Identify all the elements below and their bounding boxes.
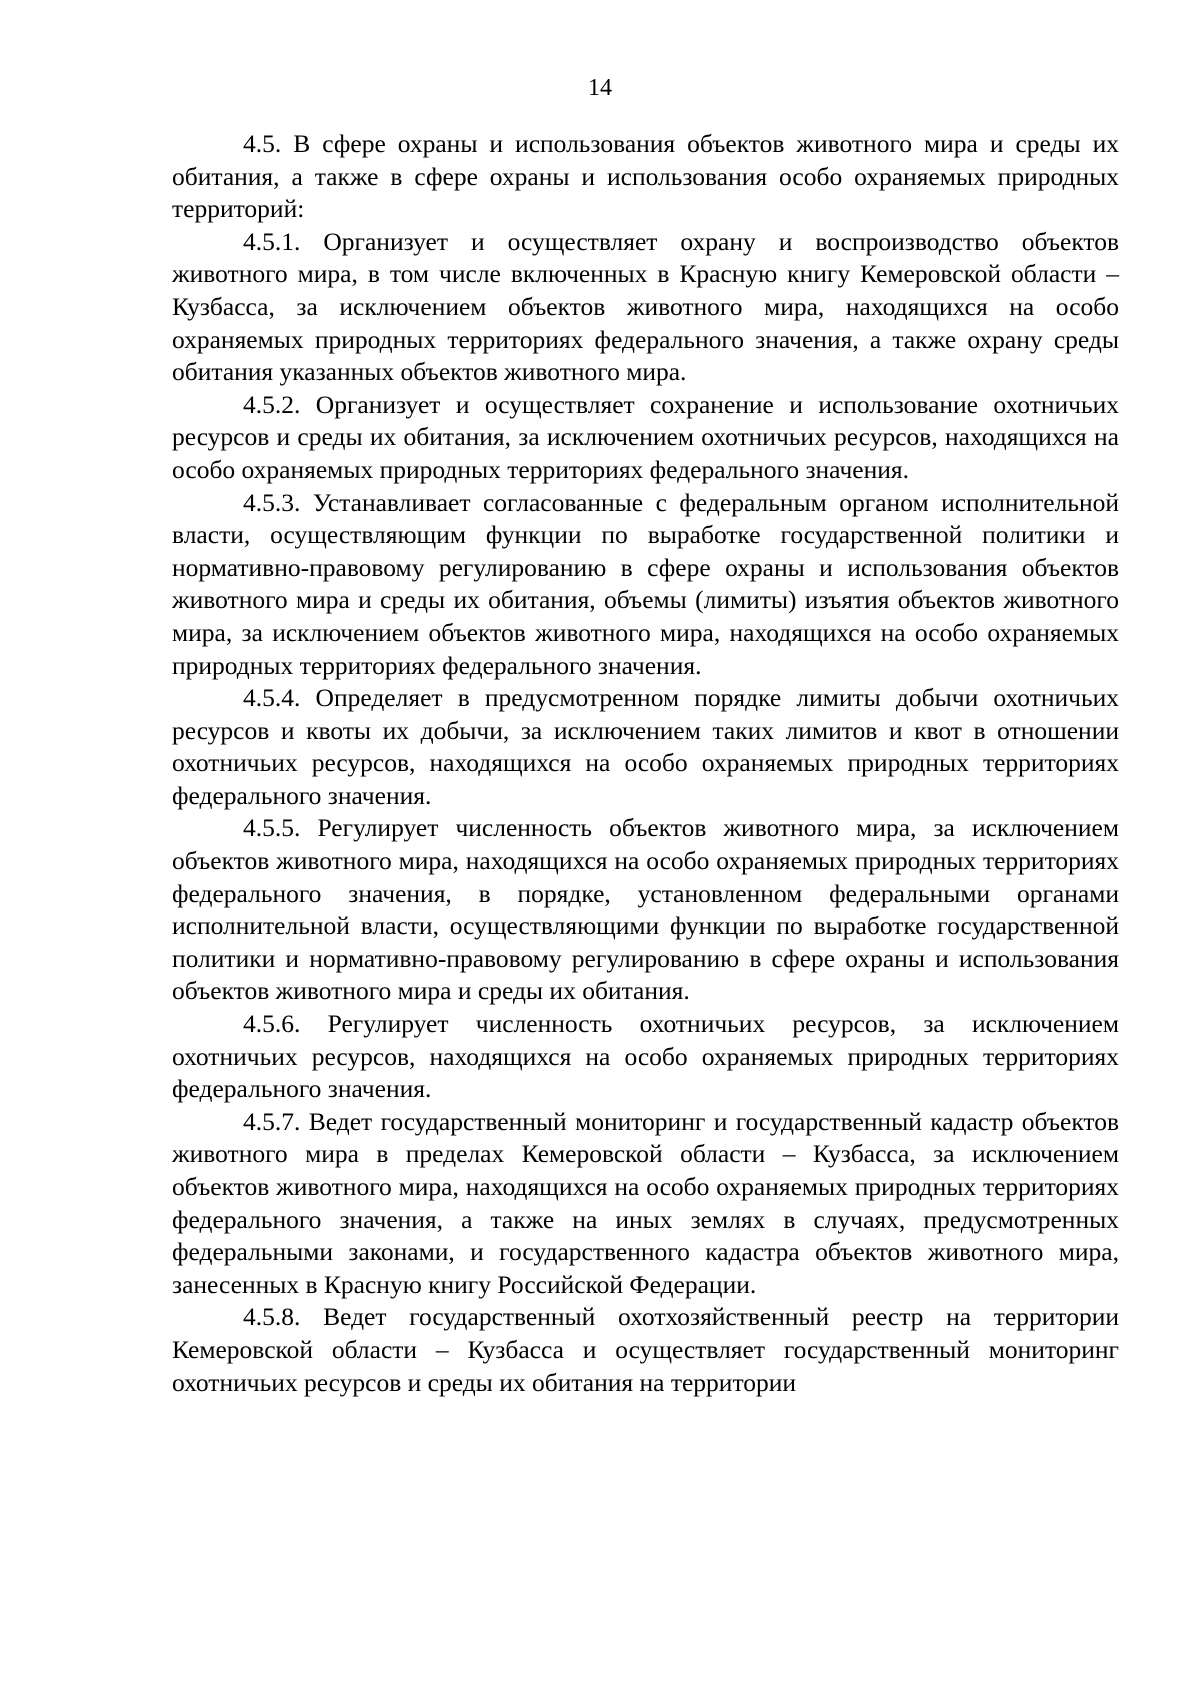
paragraph-4-5-3: 4.5.3. Устанавливает согласованные с федеральным органом исполнительной власти, осуществляющим функции по выработке государственной политики и нормативно-правовому регулированию в сфере охраны и использования объектов животного мира и среды их обитания, объемы (лимиты) изъятия объектов животного мира, за исключением объектов животного мира, находящихся на особо охраняемых природных территориях федерального значения.	[172, 487, 1119, 680]
paragraph-4-5-7: 4.5.7. Ведет государственный мониторинг и государственный кадастр объектов животного мира в пределах Кемеровской области – Кузбасса, за исключением объектов животного мира, находящихся на особо охраняемых природных территориях федерального значения, а также на иных землях в случаях, предусмотренных федеральными законами, и государственного кадастра объектов животного мира, занесенных в Красную книгу Российской Федерации.	[172, 1106, 1119, 1299]
paragraph-4-5-8: 4.5.8. Ведет государственный охотхозяйственный реестр на территории Кемеровской области – Кузбасса и осуществляет государственный мониторинг охотничьих ресурсов и среды их обитания на территории	[172, 1302, 1119, 1397]
paragraph-4-5-4: 4.5.4. Определяет в предусмотренном порядке лимиты добычи охотничьих ресурсов и квоты их добычи, за исключением таких лимитов и квот в отношении охотничьих ресурсов, находящихся на особо охраняемых природных территориях федерального значения.	[172, 683, 1119, 810]
paragraph-4-5-6: 4.5.6. Регулирует численность охотничьих ресурсов, за исключением охотничьих ресурсов, находящихся на особо охраняемых природных территориях федерального значения.	[172, 1009, 1119, 1104]
paragraph-4-5: 4.5. В сфере охраны и использования объектов животного мира и среды их обитания, а также в сфере охраны и использования особо охраняемых природных территорий:	[172, 129, 1119, 224]
document-body	[172, 128, 1119, 1399]
paragraph-4-5-5: 4.5.5. Регулирует численность объектов животного мира, за исключением объектов животного мира, находящихся на особо охраняемых природных территориях федерального значения, в порядке, установленном федеральными органами исполнительной власти, осуществляющими функции по выработке государственной политики и нормативно-правовому регулированию в сфере охраны и использования объектов животного мира и среды их обитания.	[172, 813, 1119, 1006]
page-number: 14	[588, 75, 612, 101]
paragraph-4-5-1: 4.5.1. Организует и осуществляет охрану и воспроизводство объектов животного мира, в том числе включенных в Красную книгу Кемеровской области – Кузбасса, за исключением объектов животного мира, находящихся на особо охраняемых природных территориях федерального значения, а также охрану среды обитания указанных объектов животного мира.	[172, 226, 1119, 387]
paragraph-4-5-2: 4.5.2. Организует и осуществляет сохранение и использование охотничьих ресурсов и среды их обитания, за исключением охотничьих ресурсов, находящихся на особо охраняемых природных территориях федерального значения.	[172, 389, 1119, 484]
